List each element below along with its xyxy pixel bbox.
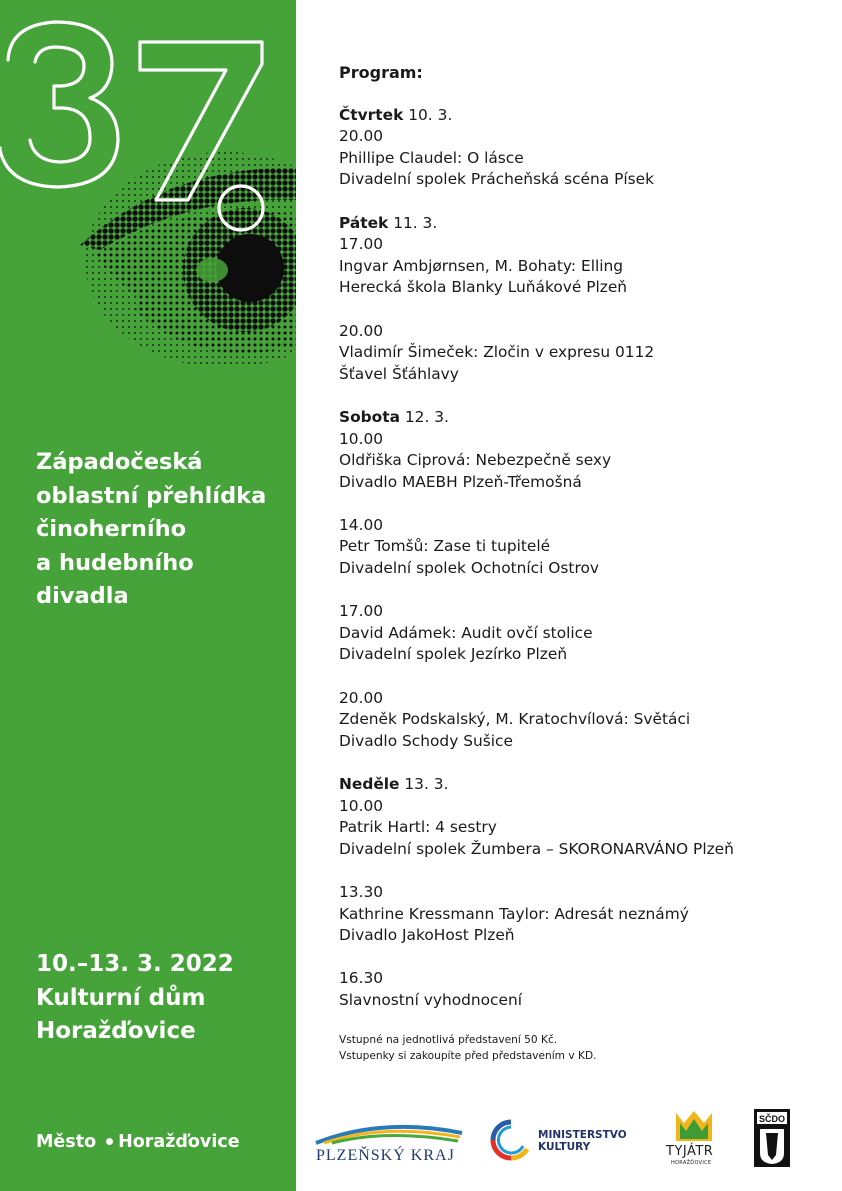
event-info xyxy=(36,948,234,1049)
program-heading: Program: xyxy=(339,63,423,82)
slot-time: 10.00 xyxy=(339,429,384,448)
program-slot xyxy=(339,968,819,1011)
slot-company: Divadlo MAEBH Plzeň-Třemošná xyxy=(339,472,582,491)
slot-time: 20.00 xyxy=(339,688,384,707)
festival-title xyxy=(36,446,292,614)
event-dates: 10.–13. 3. 2022 xyxy=(36,951,234,977)
slot-time: 13.30 xyxy=(339,882,384,901)
slot-company: Divadelní spolek Ochotníci Ostrov xyxy=(339,559,599,578)
title-line: činoherního xyxy=(36,516,187,542)
plzensky-kraj-text: PLZEŇSKÝ KRAJ xyxy=(316,1147,455,1164)
slot-title: Slavnostní vyhodnocení xyxy=(339,990,523,1009)
slot-time: 14.00 xyxy=(339,515,384,534)
town-logo-word2: Horažďovice xyxy=(118,1132,240,1152)
slot-title: Ingvar Ambjørnsen, M. Bohaty: Elling xyxy=(339,256,624,275)
slot-time: 20.00 xyxy=(339,321,384,340)
slot-title: David Adámek: Audit ovčí stolice xyxy=(339,623,593,642)
scdo-logo xyxy=(752,1109,792,1167)
day-name: Čtvrtek xyxy=(339,105,404,124)
slot-title: Oldřiška Ciprová: Nebezpečně sexy xyxy=(339,451,612,470)
ministerstvo-kultury-logo xyxy=(490,1119,640,1165)
slot-company: Divadlo Schody Sušice xyxy=(339,731,513,750)
day-header xyxy=(339,774,819,796)
slot-time: 17.00 xyxy=(339,235,384,254)
ministerstvo-kultury-text xyxy=(538,1129,627,1153)
program-slot xyxy=(339,321,819,386)
admission-note xyxy=(339,1033,596,1064)
program xyxy=(339,62,819,1033)
day-date: 12. 3. xyxy=(400,407,449,426)
scdo-emblem-icon xyxy=(752,1109,792,1167)
program-slot xyxy=(339,234,819,299)
program-slot xyxy=(339,429,819,494)
slot-company: Divadelní spolek Jezírko Plzeň xyxy=(339,645,568,664)
slot-title: Kathrine Kressmann Taylor: Adresát neznámý xyxy=(339,904,689,923)
slot-title: Patrik Hartl: 4 sestry xyxy=(339,818,497,837)
day-date: 13. 3. xyxy=(399,775,449,793)
program-slot xyxy=(339,688,819,753)
tyjatr-subtext: HORAŽĎOVICE xyxy=(671,1160,712,1166)
title-line: oblastní přehlídka xyxy=(36,482,267,509)
scdo-text: SČDO xyxy=(758,1114,786,1124)
festival-37-eye-graphic xyxy=(0,0,296,400)
slot-time: 17.00 xyxy=(339,602,384,621)
program-slot xyxy=(339,601,819,666)
day-name: Pátek xyxy=(339,213,389,232)
title-line: divadla xyxy=(36,583,129,609)
title-line: Západočeská xyxy=(36,449,203,475)
tyjatr-text: TYJÁTR xyxy=(666,1144,714,1159)
ministerstvo-kultury-icon xyxy=(490,1119,532,1161)
plzensky-kraj-logo xyxy=(312,1119,468,1169)
slot-company: Divadelní spolek Prácheňská scéna Písek xyxy=(339,170,655,189)
program-slot xyxy=(339,882,819,947)
program-day-thursday xyxy=(339,105,819,191)
tyjatr-logo xyxy=(662,1105,724,1169)
slot-company: Herecká škola Blanky Luňákové Plzeň xyxy=(339,278,628,297)
slot-time: 10.00 xyxy=(339,796,384,815)
day-name: Neděle xyxy=(339,775,400,793)
day-header xyxy=(339,213,819,235)
slot-company: Šťavel Šťáhlavy xyxy=(339,364,459,383)
program-day-friday xyxy=(339,213,819,386)
slot-company: Divadelní spolek Žumbera – SKORONARVÁNO Plzeň xyxy=(339,839,734,858)
slot-title: Zdeněk Podskalský, M. Kratochvílová: Světáci xyxy=(339,710,691,729)
program-slot xyxy=(339,796,819,861)
day-header xyxy=(339,105,819,127)
program-day-sunday xyxy=(339,774,819,1012)
program-slot xyxy=(339,515,819,580)
dot-icon xyxy=(106,1138,113,1145)
slot-company: Divadlo JakoHost Plzeň xyxy=(339,926,515,945)
eye-highlight xyxy=(196,258,228,282)
note-line: Vstupné na jednotlivá představení 50 Kč. xyxy=(339,1034,558,1046)
program-day-saturday xyxy=(339,407,819,753)
mk-line2: KULTURY xyxy=(538,1141,591,1153)
digit-3-outline xyxy=(0,22,118,187)
event-town: Horažďovice xyxy=(36,1018,196,1044)
left-panel xyxy=(0,0,296,1191)
title-line: a hudebního xyxy=(36,549,194,576)
day-date: 10. 3. xyxy=(403,105,453,124)
day-name: Sobota xyxy=(339,407,400,426)
tyjatr-crown-icon xyxy=(674,1109,714,1143)
slot-time: 20.00 xyxy=(339,127,384,146)
mk-line1: MINISTERSTVO xyxy=(538,1129,627,1141)
note-line: Vstupenky si zakoupíte před představením v KD. xyxy=(339,1049,597,1062)
plzensky-kraj-swoosh-icon xyxy=(312,1119,468,1147)
town-logo-word1: Město xyxy=(36,1132,97,1152)
slot-title: Phillipe Claudel: O lásce xyxy=(339,148,524,167)
slot-title: Petr Tomšů: Zase ti tupitelé xyxy=(339,537,551,556)
day-header xyxy=(339,407,819,429)
slot-time: 16.30 xyxy=(339,969,384,988)
program-slot xyxy=(339,126,819,191)
day-date: 11. 3. xyxy=(388,213,438,232)
town-logo xyxy=(36,1132,240,1152)
slot-title: Vladimír Šimeček: Zločin v expresu 0112 xyxy=(339,343,655,362)
sponsor-logos xyxy=(310,1105,842,1175)
event-venue: Kulturní dům xyxy=(36,984,206,1011)
